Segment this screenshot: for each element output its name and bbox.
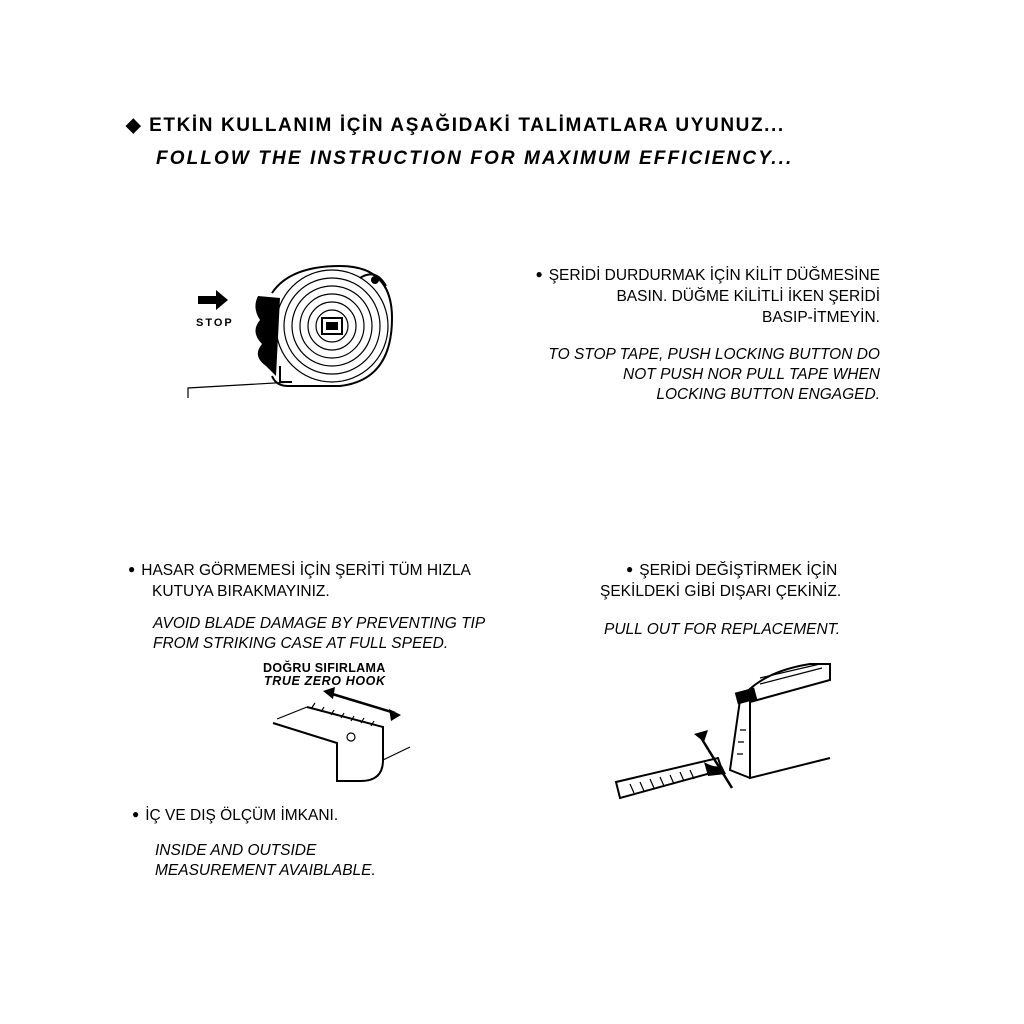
measure-en-line1: INSIDE AND OUTSIDE — [155, 842, 317, 859]
zero-hook-label-turkish: DOĞRU SIFIRLAMA — [263, 661, 386, 675]
bullet-icon: ● — [626, 562, 634, 576]
tape-measure-stop-diagram — [180, 258, 410, 408]
instructions-title-english: FOLLOW THE INSTRUCTION FOR MAXIMUM EFFICIENCY... — [156, 148, 794, 169]
stop-label: STOP — [196, 317, 234, 329]
measure-en-line2: MEASUREMENT AVAIBLABLE. — [155, 862, 376, 879]
replace-en-line1: PULL OUT FOR REPLACEMENT. — [604, 621, 841, 638]
stop-instructions-english — [470, 345, 880, 405]
stop-en-line1: TO STOP TAPE, PUSH LOCKING BUTTON DO — [548, 346, 880, 363]
damage-en-line1: AVOID BLADE DAMAGE BY PREVENTING TIP — [153, 615, 486, 632]
instructions-title-turkish: ◆ ETKİN KULLANIM İÇİN AŞAĞIDAKİ TALİMATLARA UYUNUZ... — [126, 115, 785, 136]
blade-replacement-diagram — [610, 650, 840, 820]
stop-tr-line1: ŞERİDİ DURDURMAK İÇİN KİLİT DÜĞMESİNE — [548, 267, 880, 284]
stop-en-line2: NOT PUSH NOR PULL TAPE WHEN — [623, 366, 880, 383]
bullet-icon: ● — [132, 807, 140, 821]
damage-instructions-turkish — [128, 559, 578, 602]
stop-en-line3: LOCKING BUTTON ENGAGED. — [656, 386, 880, 403]
replace-tr-line1: ŞERİDİ DEĞİŞTİRMEK İÇİN — [639, 562, 838, 579]
bullet-icon: ● — [535, 267, 543, 281]
damage-en-line2: FROM STRIKING CASE AT FULL SPEED. — [153, 635, 449, 652]
stop-instructions-turkish — [470, 264, 880, 328]
replace-tr-line2: ŞEKİLDEKİ GİBİ DIŞARI ÇEKİNİZ. — [600, 583, 842, 600]
measure-tr-line1: İÇ VE DIŞ ÖLÇÜM İMKANI. — [145, 807, 339, 824]
damage-instructions-english — [153, 614, 593, 654]
measure-instructions-turkish — [132, 804, 432, 826]
replace-instructions-turkish — [590, 559, 880, 602]
true-zero-hook-diagram — [265, 685, 425, 790]
replace-instructions-english — [604, 620, 894, 640]
zero-hook-label-english: TRUE ZERO HOOK — [264, 674, 386, 688]
stop-tr-line2: BASIN. DÜĞME KİLİTLİ İKEN ŞERİDİ — [616, 288, 880, 305]
stop-tr-line3: BASIP-İTMEYİN. — [762, 309, 880, 326]
damage-tr-line1: HASAR GÖRMEMESİ İÇİN ŞERİTİ TÜM HIZLA — [141, 562, 471, 579]
measure-instructions-english — [155, 841, 455, 881]
bullet-icon: ● — [128, 562, 136, 576]
damage-tr-line2: KUTUYA BIRAKMAYINIZ. — [152, 583, 330, 600]
